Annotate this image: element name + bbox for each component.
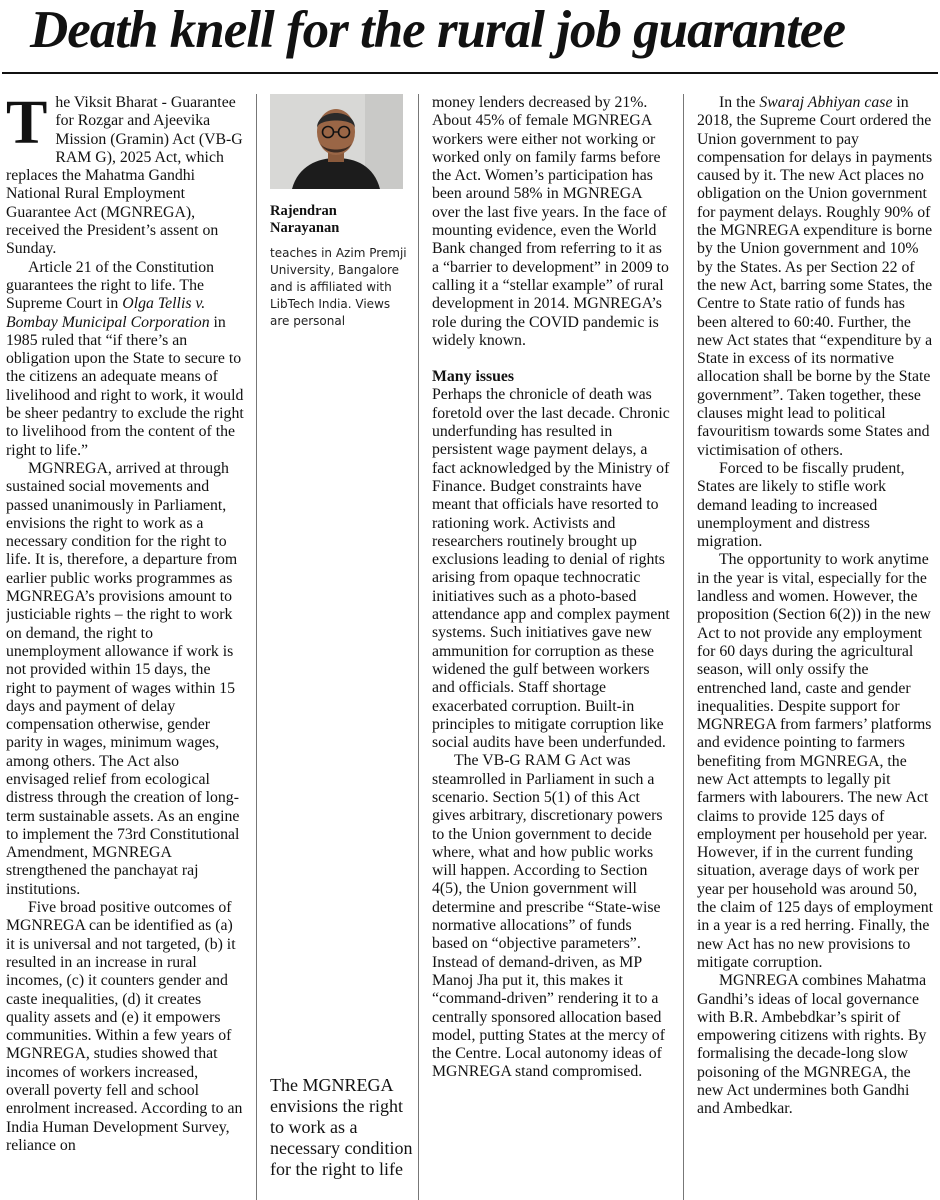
paragraph bbox=[697, 94, 935, 460]
article-column-4 bbox=[697, 94, 935, 1200]
paragraph: Perhaps the chronicle of death was foretold over the last decade. Chronic underfunding has resulted in persistent wage payment delays, a fact acknowledged by the Ministry of Finance. Budget constraints have meant that officials have resorted to rationing work. Activists and researchers routinely brought up exclusions leading to denial of rights arising from opaque technocratic initiatives such as a photo-based attendance app and complex payment systems. Such initiatives gave new ammunition for corruption as these widened the gulf between workers and officials. Staff shortage exacerbated corruption. Built-in principles to mitigate corruption like social audits have been underfunded. bbox=[432, 386, 670, 752]
paragraph-text: in 2018, the Supreme Court ordered the Union government to pay compensation for delays in payments caused by it. The new Act places no obligation on the Union government for payment delays. Roughly 90% of the MGNREGA expenditure is borne by the Union government and 10% by the States. As per Section 22 of the new Act, barring some States, the Centre to State ratio of funds has been altered to 60:40. Further, the new Act states that “expenditure by a State in excess of its normative allocation shall be borne by the State government”. Taken together, these clauses might lead to political favouritism towards some States and victimisation of others. bbox=[697, 94, 933, 459]
paragraph-text: in 1985 ruled that “if there’s an obligation upon the State to secure to the citizens an adequate means of livelihood and right to work, it would be sheer pedantry to exclude the right to livelihood from the content of the right to life.” bbox=[6, 313, 244, 459]
paragraph-text: he Viksit Bharat - Guarantee for Rozgar and Ajeevika Mission (Gramin) Act (VB-G RAM G), 2025 Act, which replaces the Mahatma Gandhi National Rural Employment Guarantee Act (MGNREGA), received the President’s assent on Sunday. bbox=[6, 94, 243, 258]
column-divider bbox=[256, 94, 257, 1200]
paragraph: MGNREGA combines Mahatma Gandhi’s ideas of local governance with B.R. Ambebdkar’s spirit of empowering citizens with rights. By formalising the decade-long slow poisoning of the MGNREGA, the new Act undermines both Gandhi and Ambedkar. bbox=[697, 972, 927, 1118]
author-bio: teaches in Azim Premji University, Bangalore and is affiliated with LibTech India. Views are personal bbox=[270, 246, 407, 328]
paragraph: MGNREGA, arrived at through sustained social movements and passed unanimously in Parliament, envisions the right to work as a necessary condition for the right to life. It is, therefore, a departure from earlier public works programmes as MGNREGA’s provisions amount to justiciable rights – the right to work on demand, the right to unemployment allowance if work is not provided within 15 days, the right to payment of wages within 15 days and payment of delay compensation otherwise, gender parity in wages, minimum wages, among others. The Act also envisaged relief from ecological distress through the creation of long-term sustainable assets. As an engine to implement the 73rd Constitutional Amendment, MGNREGA strengthened the panchayat raj institutions. bbox=[6, 459, 240, 898]
paragraph: money lenders decreased by 21%. About 45% of female MGNREGA workers were either not working or worked only on family farms before the Act. Women’s participation has been around 58% in MGNREGA over the last five years. In the face of mounting evidence, even the World Bank changed from referring to it as a “barrier to development” in 2009 to calling it a “stellar example” of rural development in 2014. MGNREGA’s role during the COVID pandemic is widely known. bbox=[432, 94, 669, 349]
author-first-name: Rajendran bbox=[270, 203, 337, 219]
article-column-1 bbox=[6, 94, 244, 1200]
column-divider bbox=[418, 94, 419, 1200]
headline-rule bbox=[2, 72, 938, 74]
author-last-name: Narayanan bbox=[270, 220, 340, 236]
paragraph bbox=[6, 94, 244, 259]
author-portrait-image bbox=[270, 94, 403, 189]
paragraph-text: In the bbox=[719, 94, 760, 111]
paragraph: The opportunity to work anytime in the year is vital, especially for the landless and women. However, the proposition (Section 6(2)) in the new Act to not provide any employment for 60 days during the agricultural season, will only ossify the entrenched land, caste and gender inequalities. Despite support for MGNREGA from farmers’ platforms and evidence pointing to farmers benefiting from MGNREGA, the new Act attempts to legally pit farmers with labourers. The new Act claims to provide 125 days of employment per household per year. However, if in the current funding situation, average days of work per year per household was around 50, the claim of 125 days of employment in a year is a red herring. Finally, the new Act has no new provisions to mitigate corruption. bbox=[697, 551, 934, 971]
case-name: Swaraj Abhiyan case bbox=[759, 94, 893, 111]
pull-quote: The MGNREGA envisions the right to work as a necessary condition for the right to life bbox=[270, 1075, 413, 1179]
headline: Death knell for the rural job guarantee bbox=[30, 1, 845, 59]
subheading: Many issues bbox=[432, 368, 515, 386]
paragraph bbox=[6, 259, 244, 460]
drop-cap: T bbox=[6, 94, 48, 157]
paragraph: The VB-G RAM G Act was steamrolled in Parliament in such a scenario. Section 5(1) of this Act gives arbitrary, discretionary powers to the Union government to decide where, what and how public works will happen. According to Section 4(5), the Union government will determine and prescribe “State-wise normative allocations” of funds based on “objective parameters”. Instead of demand-driven, as MP Manoj Jha put it, this makes it “command-driven” rendering it to a centrally sponsored allocation based model, putting States at the mercy of the Centre. Local autonomy ideas of MGNREGA stand compromised. bbox=[432, 752, 665, 1081]
article-column-3 bbox=[432, 94, 670, 1200]
author-column bbox=[270, 94, 413, 1200]
case-name: Olga Tellis v. Bombay Municipal Corporation bbox=[6, 295, 210, 331]
column-divider bbox=[683, 94, 684, 1200]
author-name bbox=[270, 203, 410, 237]
author-photo bbox=[270, 94, 403, 189]
paragraph-text: Article 21 of the Constitution guarantees the right to life. The Supreme Court in bbox=[6, 258, 215, 313]
paragraph: Five broad positive outcomes of MGNREGA can be identified as (a) it is universal and not targeted, (b) it resulted in an increase in rural incomes, (c) it counters gender and caste inequalities, (d) it creates quality assets and (e) it empowers communities. Within a few years of MGNREGA, studies showed that incomes of workers increased, overall poverty fell and school enrolment increased. According to an India Human Development Survey, reliance on bbox=[6, 899, 243, 1154]
paragraph: Forced to be fiscally prudent, States are likely to stifle work demand leading to increased unemployment and distress migration. bbox=[697, 459, 905, 551]
